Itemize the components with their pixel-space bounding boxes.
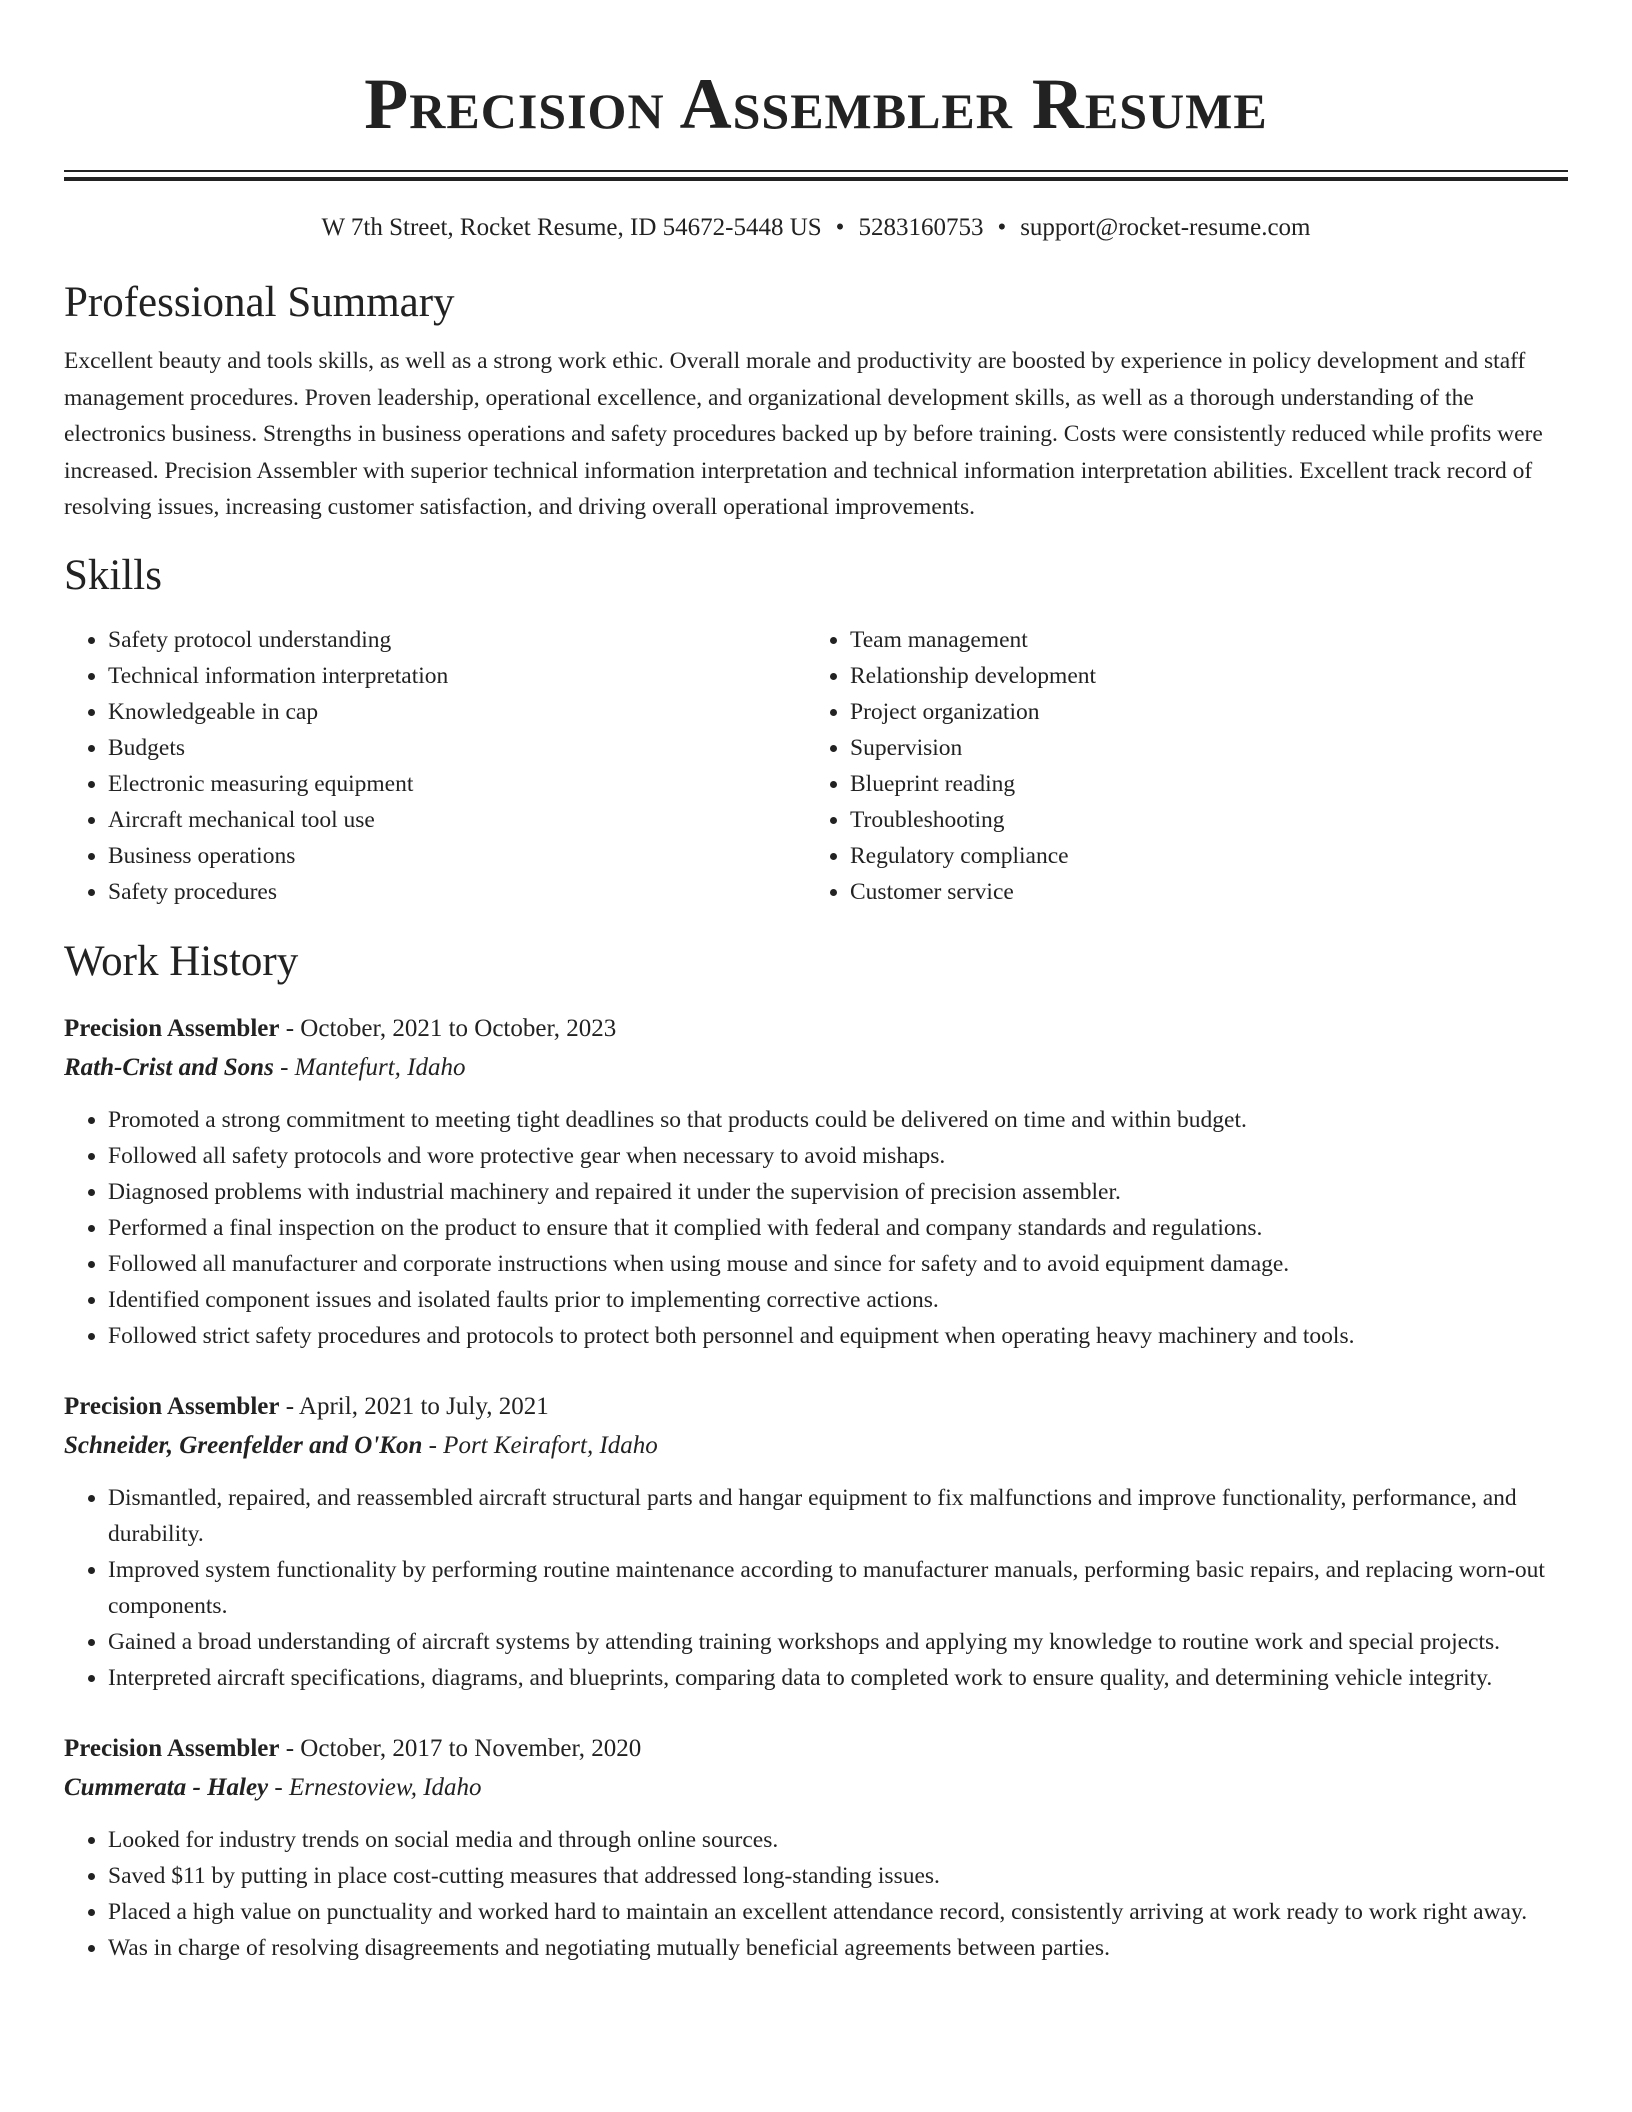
- skills-column-right: [806, 622, 1568, 910]
- job-title-line: [64, 1730, 1568, 1768]
- duty-item: • Followed all manufacturer and corporate instructions when using mouse and since for safety and to avoid equipment damage.: [108, 1246, 1568, 1282]
- job-duties: [64, 1480, 1568, 1696]
- job-title: Precision Assembler: [64, 1392, 280, 1420]
- skills-heading: Skills: [64, 551, 162, 599]
- job-location: - Mantefurt, Idaho: [273, 1053, 466, 1081]
- job-entry: [64, 1730, 1568, 1966]
- skill-item: • Supervision: [850, 730, 1568, 766]
- duty-item: • Diagnosed problems with industrial machinery and repaired it under the supervision of precision assembler.: [108, 1174, 1568, 1210]
- skill-item: • Customer service: [850, 874, 1568, 910]
- skill-item: • Regulatory compliance: [850, 838, 1568, 874]
- duty-item: • Followed all safety protocols and wore protective gear when necessary to avoid mishaps.: [108, 1138, 1568, 1174]
- summary-heading: Professional Summary: [64, 279, 455, 326]
- duty-item: • Was in charge of resolving disagreements and negotiating mutually beneficial agreements between parties.: [108, 1930, 1568, 1966]
- job-location: - Port Keirafort, Idaho: [422, 1431, 658, 1459]
- job-dates: - April, 2021 to July, 2021: [279, 1392, 549, 1420]
- job-company: Rath-Crist and Sons: [64, 1053, 274, 1081]
- job-dates: - October, 2017 to November, 2020: [279, 1734, 642, 1762]
- job-duties: [64, 1822, 1568, 1966]
- title-divider: [64, 170, 1568, 181]
- work-history-heading: Work History: [64, 937, 299, 985]
- skill-item: • Blueprint reading: [850, 766, 1568, 802]
- duty-item: • Placed a high value on punctuality and worked hard to maintain an excellent attendance record, consistently arriving at work ready to work right away.: [108, 1894, 1568, 1930]
- skills-column-left: [64, 622, 806, 910]
- duty-item: • Interpreted aircraft specifications, diagrams, and blueprints, comparing data to completed work to ensure quality, and determining vehicle integrity.: [108, 1660, 1568, 1696]
- job-location: - Ernestoview, Idaho: [268, 1773, 482, 1801]
- duty-item: • Gained a broad understanding of aircraft systems by attending training workshops and applying my knowledge to routine work and special projects.: [108, 1624, 1568, 1660]
- skill-item: • Safety procedures: [108, 874, 806, 910]
- contact-separator: •: [835, 214, 845, 241]
- skill-item: • Electronic measuring equipment: [108, 766, 806, 802]
- skill-item: • Project organization: [850, 694, 1568, 730]
- skill-item: • Troubleshooting: [850, 802, 1568, 838]
- skill-item: • Budgets: [108, 730, 806, 766]
- job-company: Schneider, Greenfelder and O'Kon: [64, 1431, 423, 1459]
- duty-item: • Followed strict safety procedures and protocols to protect both personnel and equipment when operating heavy machinery and tools.: [108, 1318, 1568, 1354]
- duty-item: • Promoted a strong commitment to meeting tight deadlines so that products could be delivered on time and within budget.: [108, 1102, 1568, 1138]
- skill-item: • Safety protocol understanding: [108, 622, 806, 658]
- duty-item: • Improved system functionality by performing routine maintenance according to manufacturer manuals, performing basic repairs, and replacing worn-out components.: [108, 1552, 1568, 1624]
- job-company-line: [64, 1426, 1568, 1466]
- contact-email: support@rocket-resume.com: [1020, 214, 1311, 241]
- skill-item: • Relationship development: [850, 658, 1568, 694]
- job-title: Precision Assembler: [64, 1734, 280, 1762]
- skill-item: • Team management: [850, 622, 1568, 658]
- contact-separator: •: [997, 214, 1007, 241]
- contact-address: W 7th Street, Rocket Resume, ID 54672-5448 US: [321, 214, 822, 241]
- duty-item: • Performed a final inspection on the product to ensure that it complied with federal and company standards and regulations.: [108, 1210, 1568, 1246]
- skill-item: • Technical information interpretation: [108, 658, 806, 694]
- job-entry: [64, 1388, 1568, 1696]
- skills-list: [64, 622, 1568, 910]
- summary-text: Excellent beauty and tools skills, as well as a strong work ethic. Overall morale and productivity are boosted by experience in policy development and staff management procedures. Proven leadership, operational excellence, and organizational development skills, as well as a thorough understanding of the electronics business. Strengths in business operations and safety procedures backed up by before training. Costs were consistently reduced while profits were increased. Precision Assembler with superior technical information interpretation and technical information interpretation abilities. Excellent track record of resolving issues, increasing customer satisfaction, and driving overall operational improvements.: [64, 348, 1543, 520]
- job-title-line: [64, 1010, 1568, 1048]
- page-title: Precision Assembler Resume: [364, 64, 1268, 144]
- skill-item: • Knowledgeable in cap: [108, 694, 806, 730]
- job-company-line: [64, 1768, 1568, 1808]
- duty-item: • Identified component issues and isolated faults prior to implementing corrective actions.: [108, 1282, 1568, 1318]
- contact-line: [64, 211, 1568, 245]
- job-company-line: [64, 1048, 1568, 1088]
- job-company: Cummerata - Haley: [64, 1773, 269, 1801]
- duty-item: • Dismantled, repaired, and reassembled aircraft structural parts and hangar equipment to fix malfunctions and improve functionality, performance, and durability.: [108, 1480, 1568, 1552]
- skill-item: • Business operations: [108, 838, 806, 874]
- duty-item: • Saved $11 by putting in place cost-cutting measures that addressed long-standing issues.: [108, 1858, 1568, 1894]
- skill-item: • Aircraft mechanical tool use: [108, 802, 806, 838]
- job-entry: [64, 1010, 1568, 1354]
- duty-item: • Looked for industry trends on social media and through online sources.: [108, 1822, 1568, 1858]
- job-duties: [64, 1102, 1568, 1354]
- job-title: Precision Assembler: [64, 1014, 280, 1042]
- contact-phone: 5283160753: [858, 214, 984, 241]
- job-dates: - October, 2021 to October, 2023: [279, 1014, 617, 1042]
- job-title-line: [64, 1388, 1568, 1426]
